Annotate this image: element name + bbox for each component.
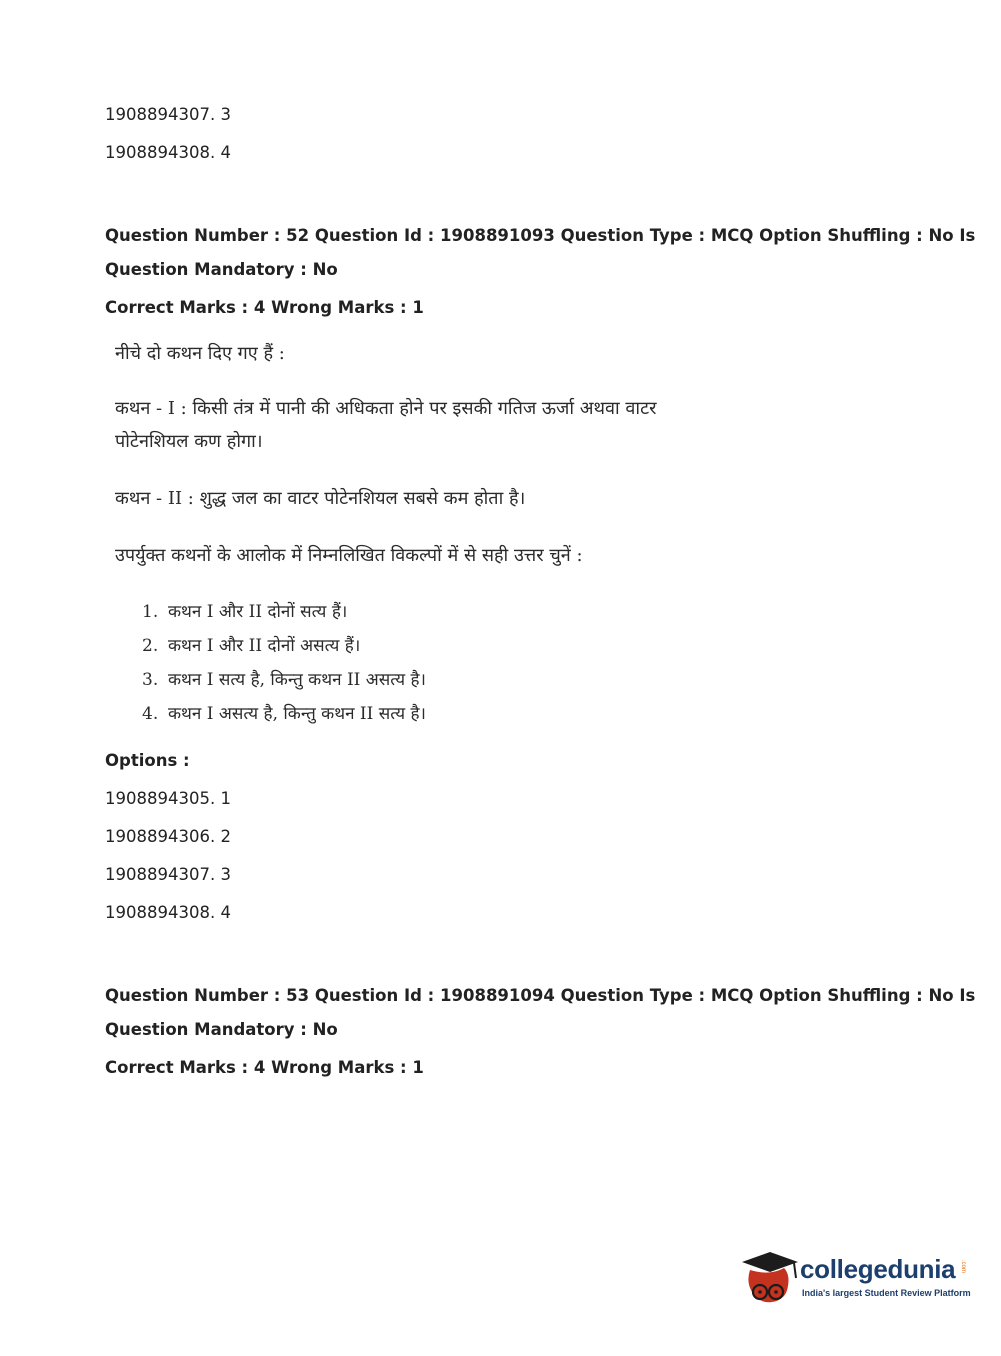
logo-suffix: .com [960,1260,966,1274]
mascot-icon [740,1248,800,1312]
option-line: 1908894308. 4 [105,903,231,922]
question-intro: नीचे दो कथन दिए गए हैं : [115,343,285,364]
question-instruction: उपर्युक्त कथनों के आलोक में निम्नलिखित विकल्पों में से सही उत्तर चुनें : [115,545,583,566]
choice-number: 3. [142,670,159,690]
question-marks: Correct Marks : 4 Wrong Marks : 1 [105,298,424,317]
statement-1: कथन - I : किसी तंत्र में पानी की अधिकता होने पर इसकी गतिज ऊर्जा अथवा वाटर [115,398,657,419]
choice-text: कथन I और II दोनों असत्य हैं। [168,636,361,656]
option-line: 1908894308. 4 [105,143,231,162]
choice-text: कथन I और II दोनों सत्य हैं। [168,602,348,622]
choice-number: 4. [142,704,159,724]
choice-number: 1. [142,602,159,622]
logo-wordmark: collegedunia [800,1254,956,1284]
choice-item [142,633,360,659]
choice-item [142,667,426,693]
question-mandatory: Question Mandatory : No [105,260,338,279]
collegedunia-logo [740,1248,970,1316]
question-header: Question Number : 53 Question Id : 1908891094 Question Type : MCQ Option Shuffling : No Is [105,986,976,1005]
option-line: 1908894307. 3 [105,105,231,124]
question-mandatory: Question Mandatory : No [105,1020,338,1039]
statement-2: कथन - II : शुद्ध जल का वाटर पोटेनशियल सबसे कम होता है। [115,488,526,509]
question-marks: Correct Marks : 4 Wrong Marks : 1 [105,1058,424,1077]
statement-1-continued: पोटेनशियल कण होगा। [115,431,263,452]
question-header: Question Number : 52 Question Id : 1908891093 Question Type : MCQ Option Shuffling : No Is [105,226,976,245]
choice-item [142,599,347,625]
choice-number: 2. [142,636,159,656]
choice-text: कथन I सत्य है, किन्तु कथन II असत्य है। [168,670,426,690]
choice-item [142,701,426,727]
option-line: 1908894307. 3 [105,865,231,884]
option-line: 1908894305. 1 [105,789,231,808]
logo-tagline: India's largest Student Review Platform [802,1288,971,1298]
options-label: Options : [105,751,190,770]
option-line: 1908894306. 2 [105,827,231,846]
choice-text: कथन I असत्य है, किन्तु कथन II सत्य है। [168,704,426,724]
